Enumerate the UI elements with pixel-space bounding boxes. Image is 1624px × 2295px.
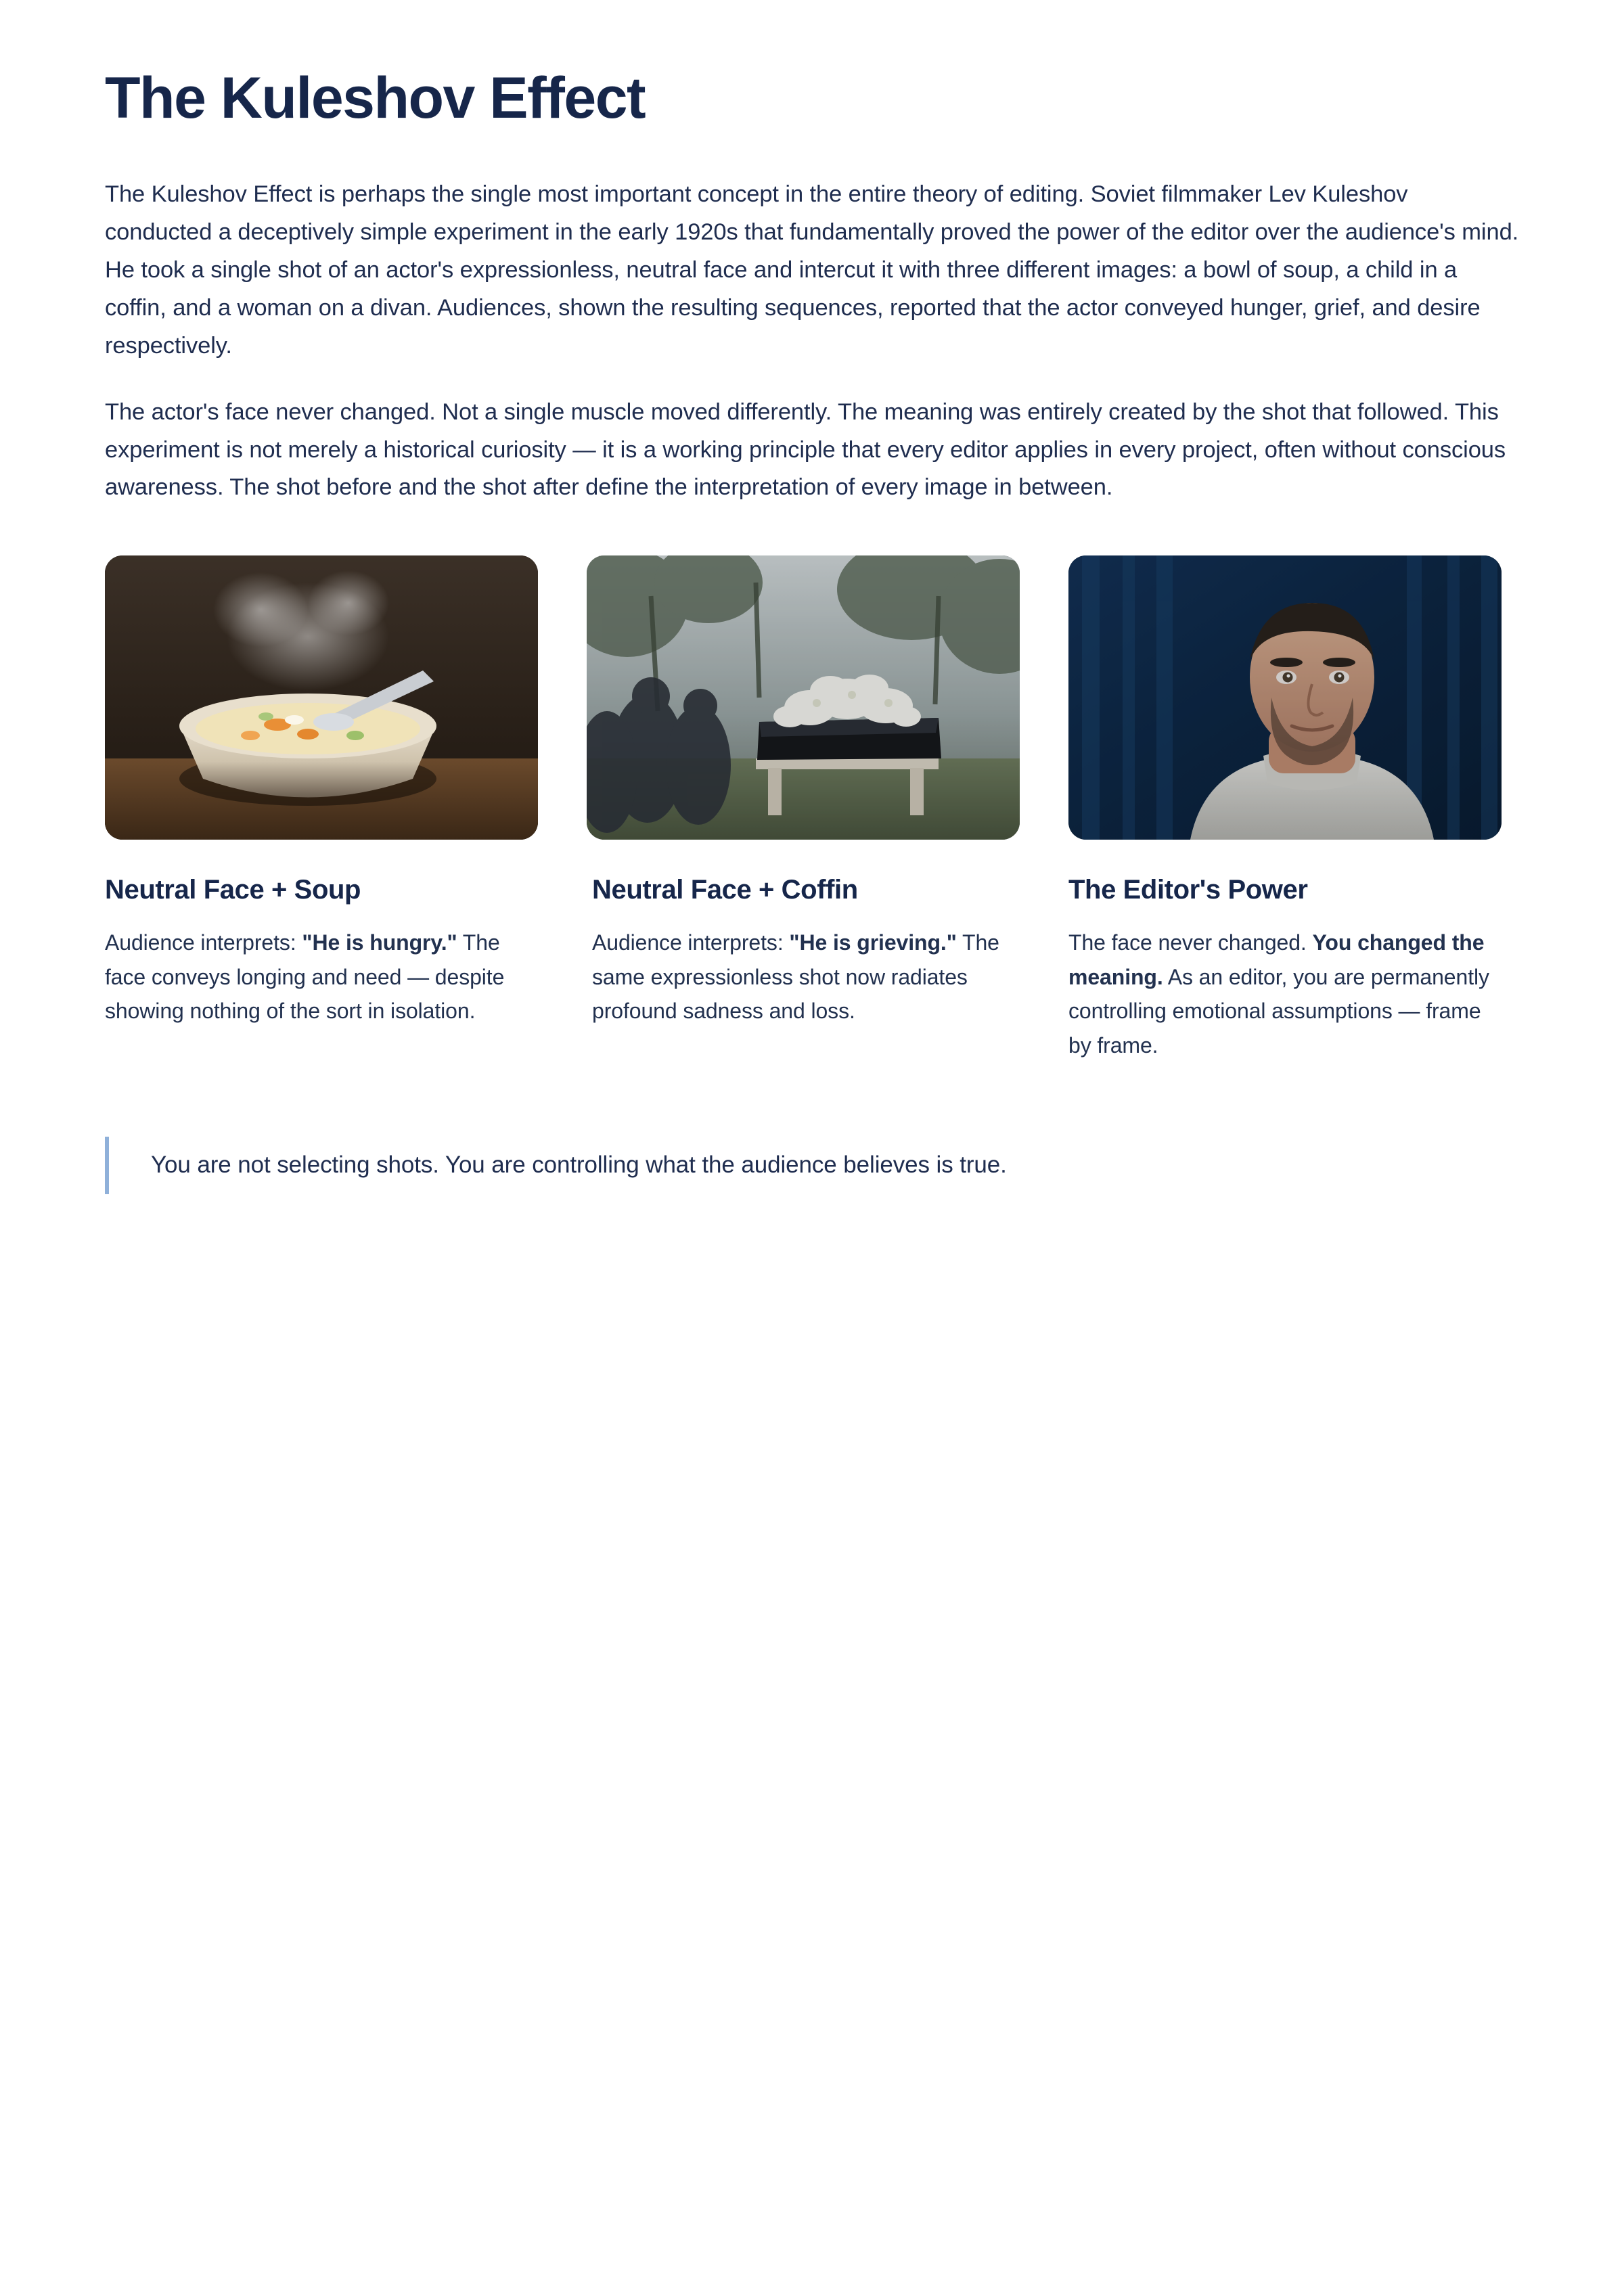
card-body-rest: As an editor, you are permanently controlling emotional assumptions — frame by frame. [1068, 964, 1489, 1058]
page-title: The Kuleshov Effect [105, 66, 646, 131]
card-body [105, 926, 538, 1028]
card-body-lead: The face never changed. [1068, 930, 1313, 955]
neutral-face-actor-photo [1068, 555, 1502, 840]
intro-paragraph-1: The Kuleshov Effect is perhaps the single most important concept in the entire theory of editing. Soviet filmmaker Lev Kuleshov conducted a deceptively simple experiment in the early 1920s that fundamentally proved the power of the editor over the audience's mind. He took a single shot of an actor's expressionless, neutral face and intercut it with three different images: a bowl of soup, a child in a coffin, and a woman on a divan. Audiences, shown the resulting sequences, reported that the actor conveyed hunger, grief, and desire respectively. [105, 181, 1519, 359]
card-title: The Editor's Power [1068, 875, 1308, 905]
card-body [587, 926, 1020, 1028]
bowl-of-soup-photo [105, 555, 538, 840]
card-body-lead: Audience interprets: [105, 930, 302, 955]
intro-paragraph-2: The actor's face never changed. Not a single muscle moved differently. The meaning was entirely created by the shot that followed. This experiment is not merely a historical curiosity — it is a working principle that every editor applies in every project, often without conscious awareness. The shot before and the shot after define the interpretation of every image in between. [105, 399, 1506, 501]
card-body-emphasis: "He is hungry." [302, 930, 457, 955]
card-body-rest: The face conveys longing and need — despite showing nothing of the sort in isolation. [105, 930, 505, 1024]
card-body-emphasis: "He is grieving." [789, 930, 957, 955]
coffin-funeral-photo [587, 555, 1020, 840]
callout-blockquote [105, 1137, 1519, 1194]
card-title: Neutral Face + Soup [105, 875, 361, 905]
card-title: Neutral Face + Coffin [592, 875, 858, 905]
card-editors-power [1068, 555, 1502, 1062]
card-body-lead: Audience interprets: [592, 930, 790, 955]
card-body [1068, 926, 1502, 1062]
card-grid [105, 555, 1519, 1062]
callout-text: You are not selecting shots. You are controlling what the audience believes is true. [151, 1152, 1007, 1179]
card-body-emphasis: You changed the meaning. [1068, 930, 1485, 989]
card-neutral-face-soup [105, 555, 538, 1028]
card-body-rest: The same expressionless shot now radiates profound sadness and loss. [592, 930, 999, 1024]
card-neutral-face-coffin [587, 555, 1020, 1028]
